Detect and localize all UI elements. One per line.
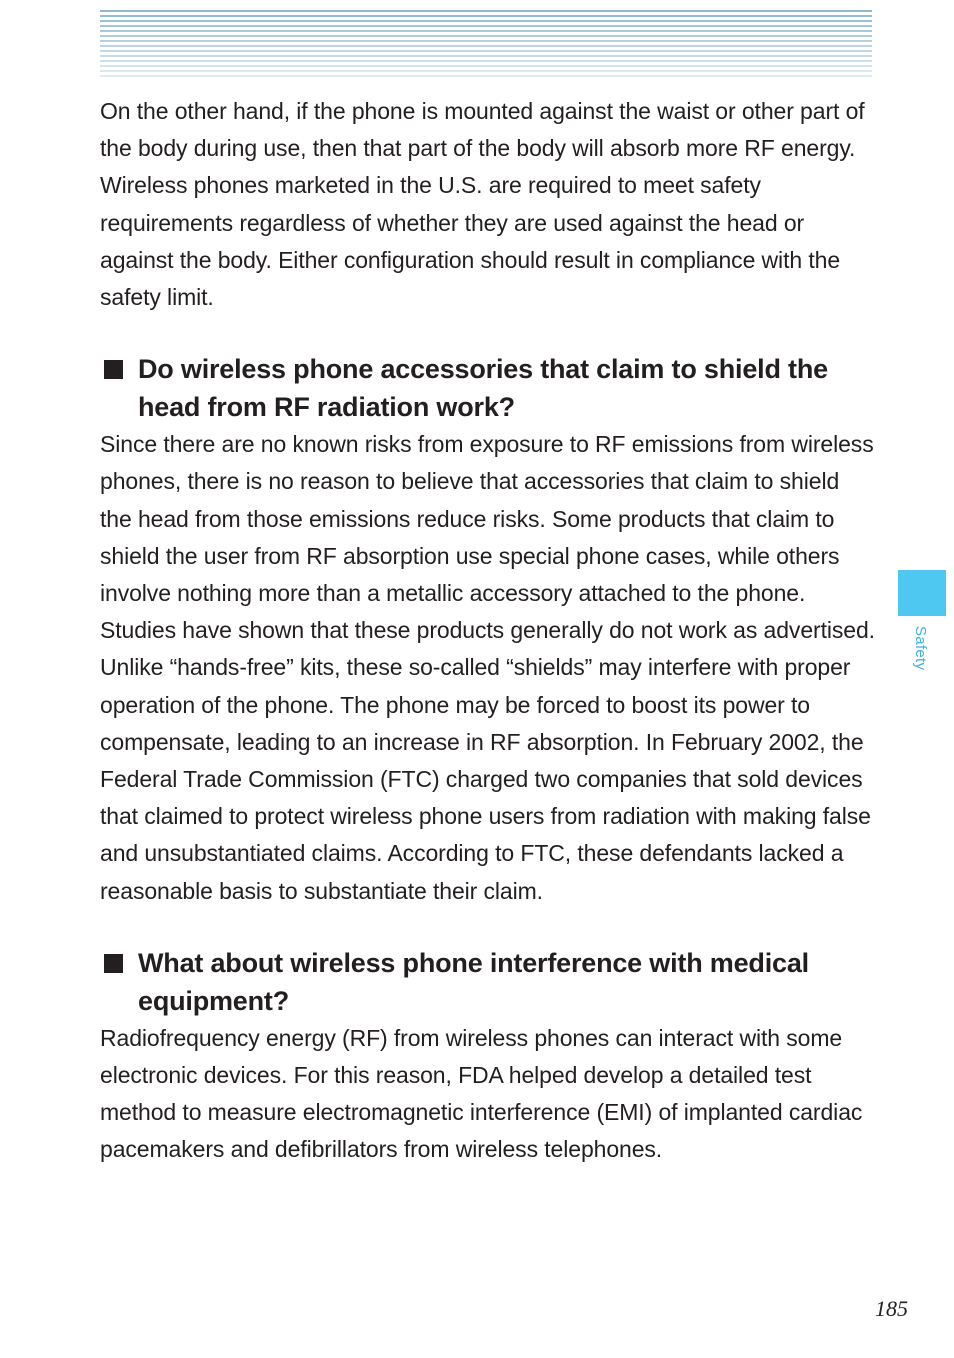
- header-decorative-band: [100, 10, 872, 78]
- section2-heading-text: What about wireless phone interference with medical equipment?: [138, 947, 809, 1016]
- section2-paragraph: Radiofrequency energy (RF) from wireless phones can interact with some electronic devices. For this reason, FDA helped develop a detailed test method to measure electromagnetic interference (EMI) of implanted cardiac pacemakers and defibrillators from wireless telephones.: [100, 1024, 863, 1163]
- intro-paragraph: On the other hand, if the phone is mounted against the waist or other part of the body during use, then that part of the body will absorb more RF energy. Wireless phones marketed in the U.S. are required to meet safety requirements regardless of whether they are used against the head or against the body. Either configuration should result in compliance with the safety limit.: [100, 98, 865, 311]
- page-content: [100, 93, 875, 1169]
- section1-paragraph: Since there are no known risks from exposure to RF emissions from wireless phones, there is no reason to believe that accessories that claim to shield the head from those emissions reduce risks. Some products that claim to shield the user from RF absorption use special phone cases, while others involve nothing more than a metallic accessory attached to the phone. Studies have shown that these products generally do not work as advertised. Unlike “hands-free” kits, these so-called “shields” may interfere with proper operation of the phone. The phone may be forced to boost its power to compensate, leading to an increase in RF absorption. In February 2002, the Federal Trade Commission (FTC) charged two companies that sold devices that claimed to protect wireless phone users from radiation with making false and unsubstantiated claims. According to FTC, these defendants lacked a reasonable basis to substantiate their claim.: [100, 431, 875, 904]
- section1-heading: [100, 350, 875, 426]
- page-number: 185: [875, 1296, 908, 1321]
- section-tab-marker: [898, 570, 946, 616]
- square-bullet-icon: [104, 360, 123, 379]
- section2-heading: [100, 944, 875, 1020]
- section1-heading-text: Do wireless phone accessories that claim to shield the head from RF radiation work?: [138, 354, 828, 423]
- section-tab-label: Safety: [912, 626, 929, 671]
- square-bullet-icon: [104, 954, 123, 973]
